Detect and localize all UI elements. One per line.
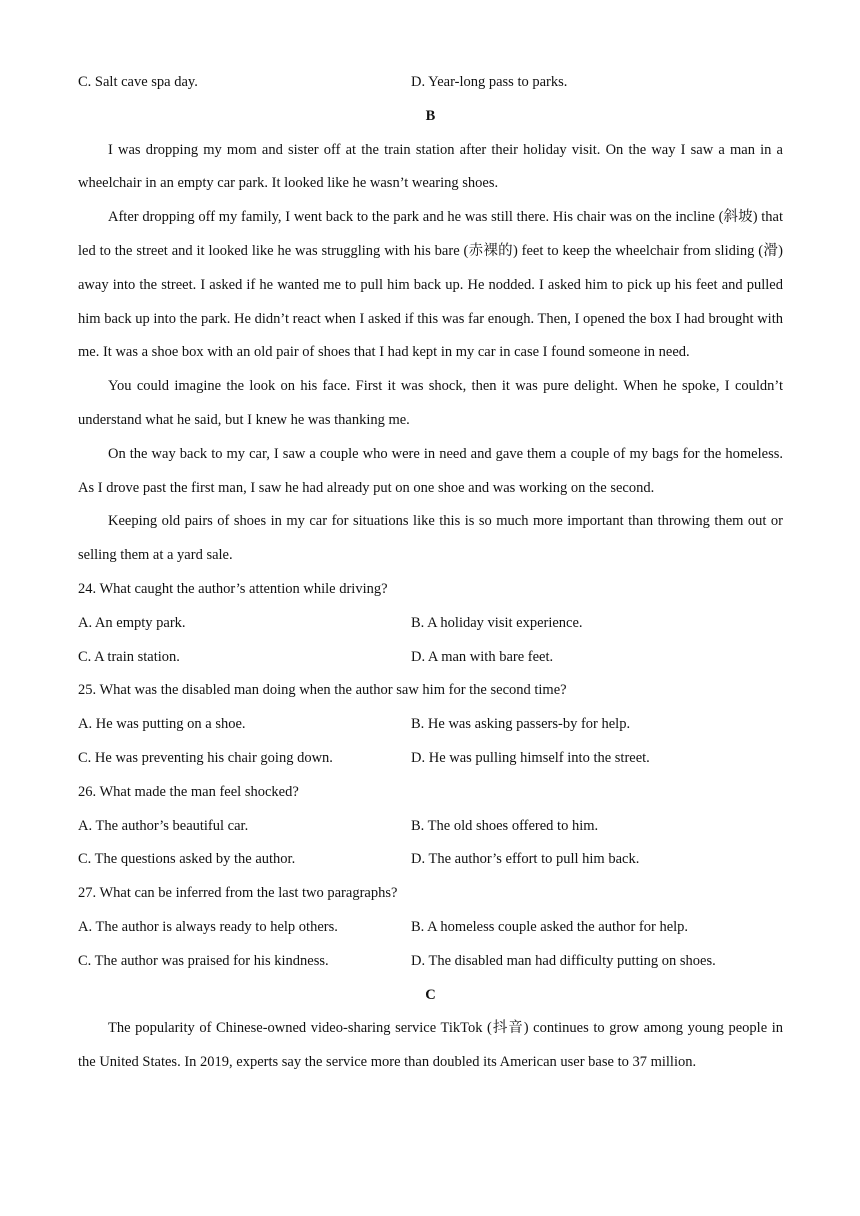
question-27-options-row-1	[78, 911, 783, 945]
q26-option-d: D. The author’s effort to pull him back.	[411, 851, 640, 868]
q25-option-b: B. He was asking passers-by for help.	[411, 716, 631, 733]
passage-b-paragraph-3: You could imagine the look on his face. First it was shock, then it was pure delight. When he spoke, I couldn’t understand what he said, but I knew he was thanking me.	[78, 378, 783, 428]
q26-option-c: C. The questions asked by the author.	[78, 851, 296, 868]
q25-option-d: D. He was pulling himself into the street.	[411, 749, 650, 766]
q27-option-a: A. The author is always ready to help others.	[78, 918, 338, 935]
section-c-heading: C	[425, 986, 436, 1003]
q24-option-d: D. A man with bare feet.	[411, 648, 554, 665]
option-c: C. Salt cave spa day.	[78, 74, 198, 90]
question-26-stem: 26. What made the man feel shocked?	[78, 783, 299, 800]
question-25-stem: 25. What was the disabled man doing when the author saw him for the second time?	[78, 682, 567, 699]
passage-b-paragraph-4: On the way back to my car, I saw a couple who were in need and gave them a couple of my bags for the homeless. As I drove past the first man, I saw he had already put on one shoe and was working on the second.	[78, 445, 783, 496]
question-24-stem: 24. What caught the author’s attention while driving?	[78, 580, 388, 597]
q24-option-b: B. A holiday visit experience.	[411, 614, 583, 631]
question-26-options-row-1	[78, 810, 783, 844]
q24-option-a: A. An empty park.	[78, 614, 186, 631]
q25-option-c: C. He was preventing his chair going down.	[78, 749, 333, 766]
passage-b-paragraph-2: After dropping off my family, I went back to the park and he was still there. His chair was on the incline (斜坡) that led to the street and it looked like he was struggling with his bare (赤裸的) feet to keep the wheelchair from sliding (滑) away into the street. I asked if he wanted me to pull him back up. He nodded. I asked him to pick up his feet and pulled him back up into the park. He didn’t react when I asked if this was far enough. Then, I opened the box I had brought with me. It was a shoe box with an old pair of shoes that I had kept in my car in case I found someone in need.	[78, 209, 783, 361]
q27-option-d: D. The disabled man had difficulty putting on shoes.	[411, 952, 716, 969]
question-24-options-row-1	[78, 607, 783, 641]
q26-option-b: B. The old shoes offered to him.	[411, 817, 599, 834]
question-24-options-row-2	[78, 641, 783, 675]
q24-option-c: C. A train station.	[78, 648, 180, 665]
passage-c-paragraph-1: The popularity of Chinese-owned video-sharing service TikTok (抖音) continues to grow among young people in the United States. In 2019, experts say the service more than doubled its American user base to 37 million.	[78, 1020, 783, 1071]
q25-option-a: A. He was putting on a shoe.	[78, 716, 246, 733]
passage-b-paragraph-5: Keeping old pairs of shoes in my car for situations like this is so much more important than throwing them out or selling them at a yard sale.	[78, 513, 783, 564]
q27-option-b: B. A homeless couple asked the author for help.	[411, 918, 689, 935]
option-d: D. Year-long pass to parks.	[411, 74, 568, 90]
q26-option-a: A. The author’s beautiful car.	[78, 817, 249, 834]
question-27-stem: 27. What can be inferred from the last two paragraphs?	[78, 885, 398, 902]
question-26-options-row-2	[78, 843, 783, 877]
question-25-options-row-1	[78, 708, 783, 742]
document-page	[78, 66, 783, 1080]
q27-option-c: C. The author was praised for his kindness.	[78, 952, 329, 969]
question-27-options-row-2	[78, 945, 783, 979]
section-b-heading: B	[425, 107, 436, 124]
question-25-options-row-2	[78, 742, 783, 776]
prev-question-options-row	[78, 66, 783, 100]
passage-b-paragraph-1: I was dropping my mom and sister off at the train station after their holiday visit. On the way I saw a man in a wheelchair in an empty car park. It looked like he wasn’t wearing shoes.	[78, 141, 783, 192]
